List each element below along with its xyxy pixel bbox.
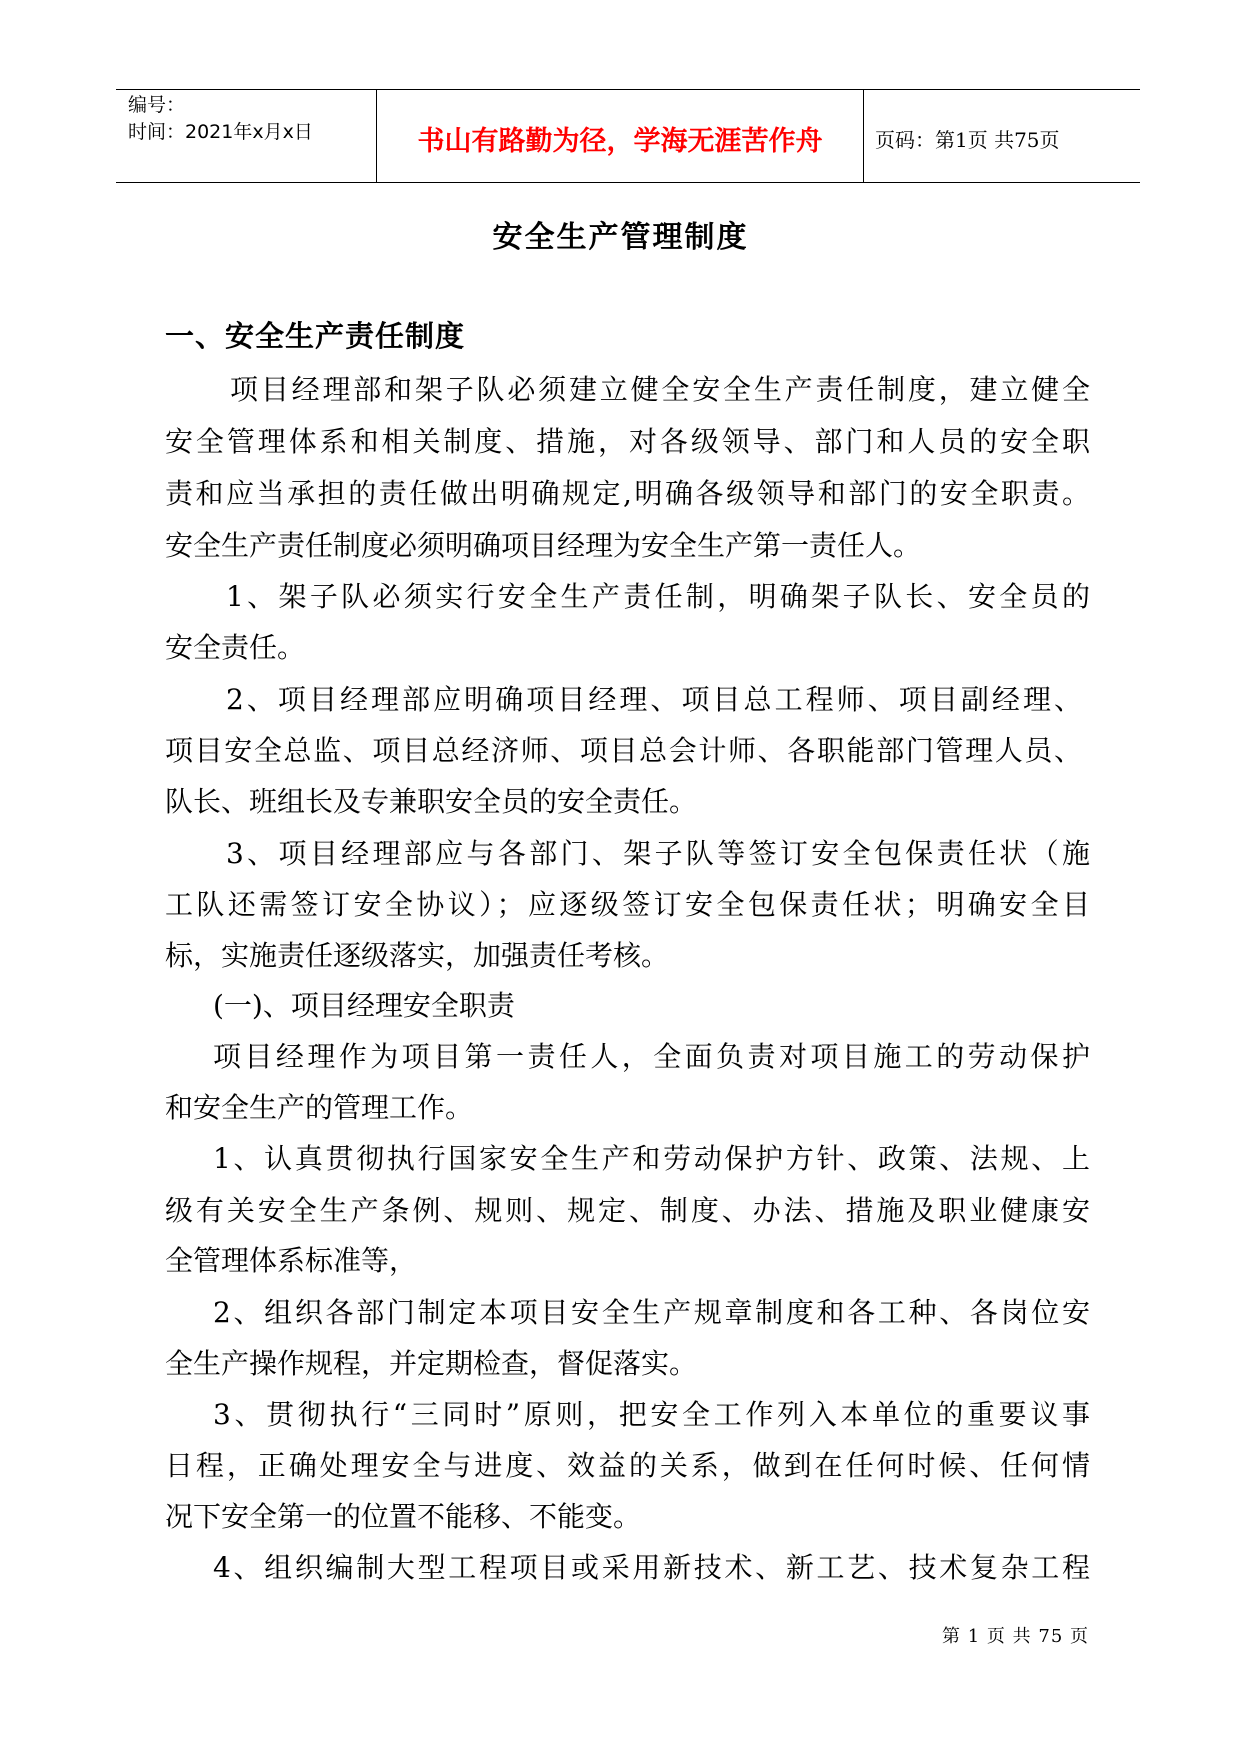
body-line: 安全管理体系和相关制度、措施，对各级领导、部门和人员的安全职 [165,425,1090,458]
header-meta [116,90,377,182]
motto-text: 书山有路勤为径，学海无涯苦作舟 [417,125,823,157]
body-line: 日程，正确处理安全与进度、效益的关系，做到在任何时候、任何情 [165,1449,1090,1482]
body-line: 全管理体系标准等， [165,1244,418,1277]
header-page-info [864,90,1140,182]
header-motto [377,90,864,182]
body-line: 况下安全第一的位置不能移、不能变。 [165,1500,642,1533]
body-line: 项目经理作为项目第一责任人，全面负责对项目施工的劳动保护 [213,1040,1090,1073]
body-line: 1、架子队必须实行安全生产责任制，明确架子队长、安全员的 [226,580,1090,613]
body-line: 安全生产责任制度必须明确项目经理为安全生产第一责任人。 [165,529,922,562]
number-label: 编号： [128,94,186,116]
body-line: 3、贯彻执行“三同时”原则，把安全工作列入本单位的重要议事 [213,1398,1090,1431]
body-line: 3、项目经理部应与各部门、架子队等签订安全包保责任状（施 [226,837,1090,870]
document-header [116,89,1140,183]
document-title: 安全生产管理制度 [492,220,749,255]
body-line: 和安全生产的管理工作。 [165,1091,474,1124]
body-line: 标，实施责任逐级落实，加强责任考核。 [165,939,670,972]
section-heading: 一、安全生产责任制度 [165,319,466,353]
body-line: 1、认真贯彻执行国家安全生产和劳动保护方针、政策、法规、上 [213,1142,1090,1175]
body-line: 工队还需签订安全协议）；应逐级签订安全包保责任状；明确安全目 [165,888,1090,921]
time-label: 时间：2021年x月x日 [128,121,313,143]
body-line: 责和应当承担的责任做出明确规定,明确各级领导和部门的安全职责。 [165,477,1090,510]
body-line: 2、组织各部门制定本项目安全生产规章制度和各工种、各岗位安 [213,1296,1090,1329]
body-line: 2、项目经理部应明确项目经理、项目总工程师、项目副经理、 [226,683,1082,716]
page-label: 页码：第1页 共75页 [875,127,1060,152]
body-line: 队长、班组长及专兼职安全员的安全责任。 [165,785,698,818]
body-line: 级有关安全生产条例、规则、规定、制度、办法、措施及职业健康安 [165,1194,1090,1227]
page-footer: 第 1 页 共 75 页 [942,1626,1089,1647]
body-line: (一)、项目经理安全职责 [213,989,515,1022]
body-line: 项目经理部和架子队必须建立健全安全生产责任制度，建立健全 [230,373,1090,406]
body-line: 4、组织编制大型工程项目或采用新技术、新工艺、技术复杂工程 [213,1551,1090,1584]
body-line: 全生产操作规程，并定期检查，督促落实。 [165,1347,698,1380]
body-line: 安全责任。 [165,631,306,664]
body-line: 项目安全总监、项目总经济师、项目总会计师、各职能部门管理人员、 [165,734,1082,767]
